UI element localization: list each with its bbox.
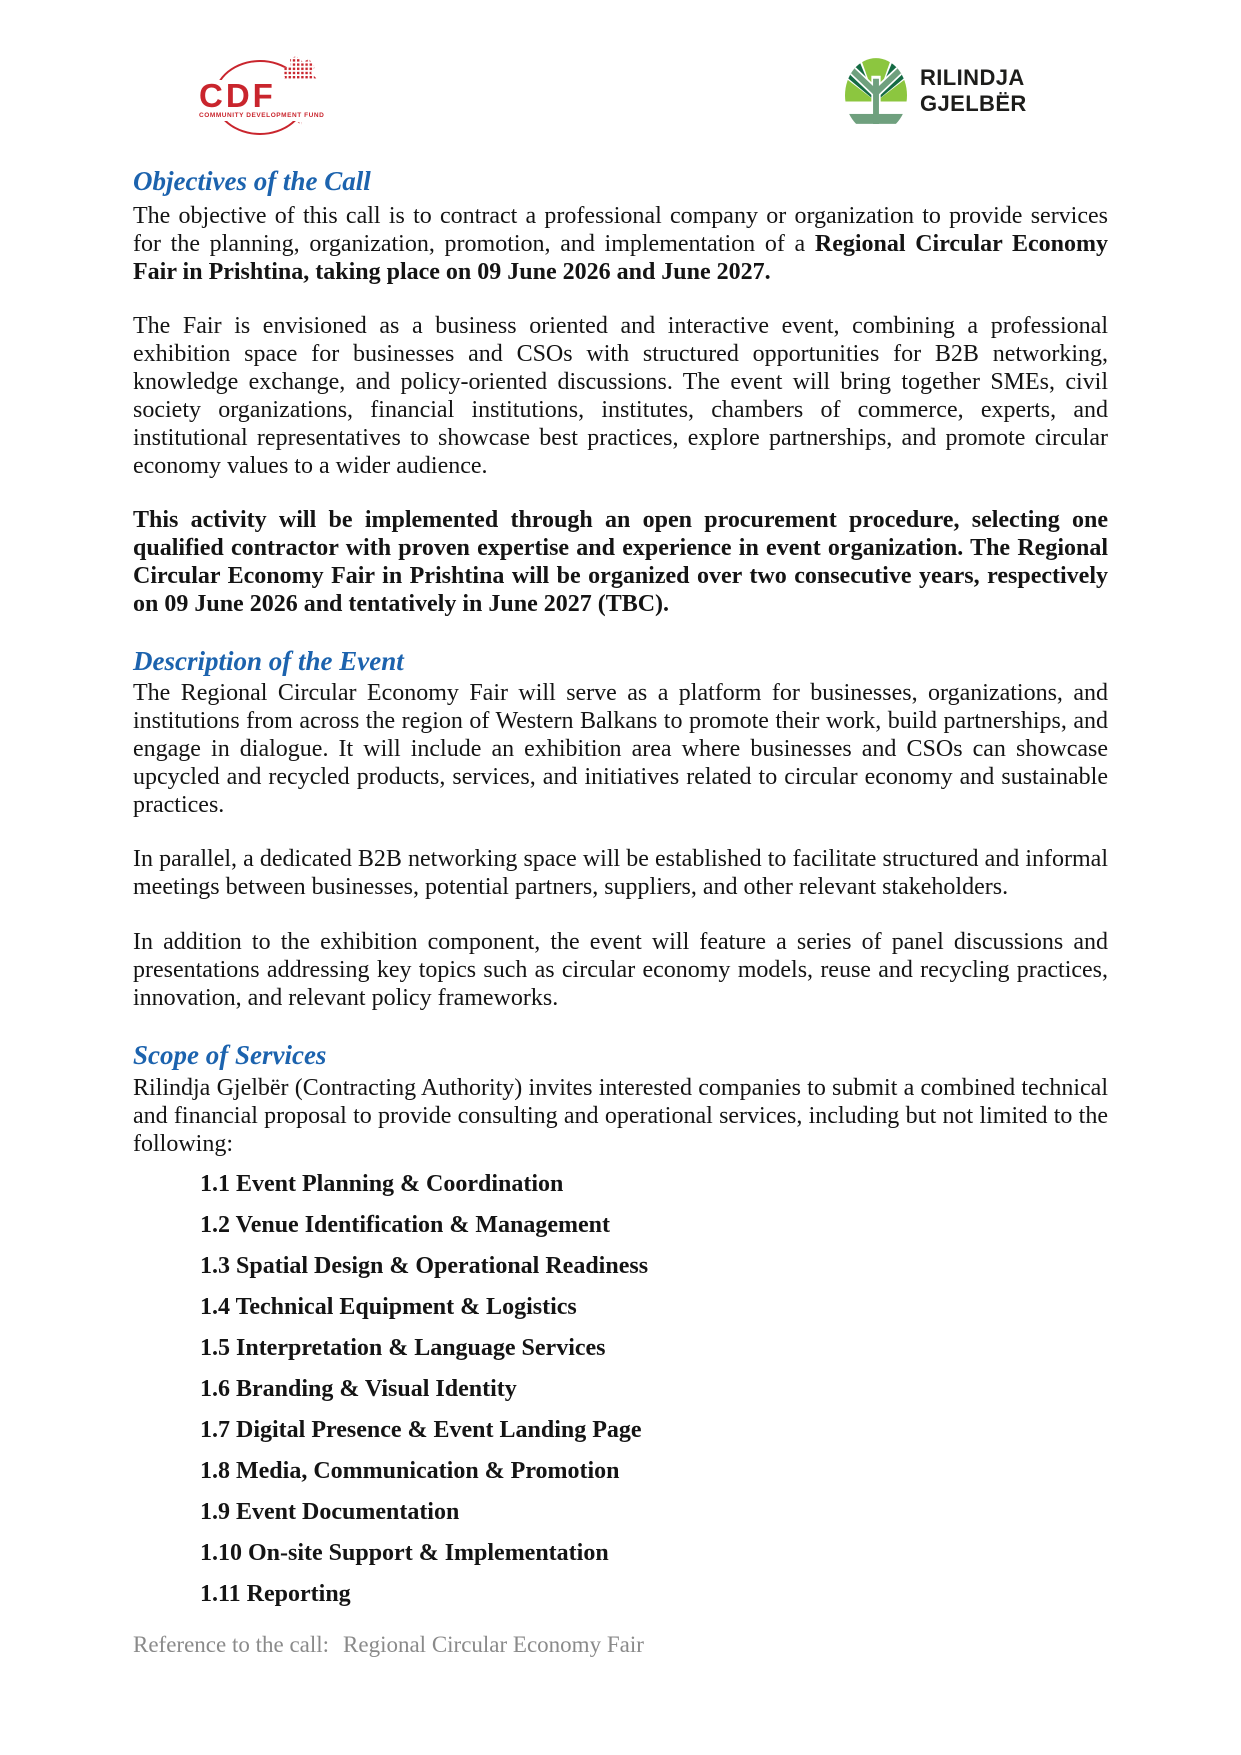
scope-list-item: 1.9 Event Documentation (200, 1499, 460, 1525)
scope-list-item: 1.1 Event Planning & Coordination (200, 1171, 564, 1197)
scope-list-item: 1.7 Digital Presence & Event Landing Page (200, 1417, 642, 1443)
paragraph-objective-bold: Regional Circular Economy Fair in Prishtina, taking place on 09 June 2026 and June 2027. (133, 231, 1108, 285)
paragraph-b2b: In parallel, a dedicated B2B networking space will be established to facilitate structured and informal meetings between businesses, potential partners, suppliers, and other relevant stakeholders. (133, 846, 1108, 900)
cdf-acronym: CDF (199, 77, 276, 114)
scope-list-item: 1.8 Media, Communication & Promotion (200, 1458, 620, 1484)
scope-list-item: 1.5 Interpretation & Language Services (200, 1335, 606, 1361)
scope-list-item: 1.6 Branding & Visual Identity (200, 1376, 517, 1402)
footer-reference-label: Reference to the call: (133, 1632, 330, 1657)
rg-wordmark-line1: RILINDJA (920, 65, 1025, 90)
heading-description: Description of the Event (133, 646, 404, 676)
scope-list-item: 1.4 Technical Equipment & Logistics (200, 1294, 577, 1320)
scope-list-item: 1.2 Venue Identification & Management (200, 1212, 610, 1238)
paragraph-fair-vision: The Fair is envisioned as a business oriented and interactive event, combining a professional exhibition space for businesses and CSOs with structured opportunities for B2B networking, knowledge exchange, and policy-oriented discussions. The event will bring together SMEs, civil society organizations, financial institutions, institutes, chambers of commerce, experts, and institutional representatives to showcase best practices, explore partnerships, and promote circular economy values to a wider audience. (133, 313, 1108, 479)
scope-list-item: 1.3 Spatial Design & Operational Readiness (200, 1253, 649, 1279)
paragraph-panels: In addition to the exhibition component, the event will feature a series of panel discussions and presentations addressing key topics such as circular economy models, reuse and recycling practices, innovation, and relevant policy frameworks. (133, 929, 1108, 1011)
cdf-tagline: COMMUNITY DEVELOPMENT FUND (199, 112, 325, 119)
heading-objectives: Objectives of the Call (133, 166, 371, 196)
footer-reference-value: Regional Circular Economy Fair (343, 1632, 644, 1657)
paragraph-procurement-bold: This activity will be implemented through an open procurement procedure, selecting one qualified contractor with proven expertise and experience in event organization. The Regional Circular Economy Fair in Prishtina will be organized over two consecutive years, respectively on 09 June 2026 and tentatively in June 2027 (TBC). (133, 507, 1108, 617)
cdf-wordmark (198, 77, 327, 121)
paragraph-platform: The Regional Circular Economy Fair will serve as a platform for businesses, organizations, and institutions from across the region of Western Balkans to promote their work, build partnerships, and engage in dialogue. It will include an exhibition area where businesses and CSOs can showcase upcycled and recycled products, services, and initiatives related to circular economy and sustainable practices. (133, 680, 1108, 818)
paragraph-objective (133, 202, 1108, 286)
heading-scope: Scope of Services (133, 1040, 327, 1070)
paragraph-objective-normal: The objective of this call is to contract a professional company or organization to provide services for the planning, organization, promotion, and implementation of a (133, 203, 1108, 257)
paragraph-scope-intro: Rilindja Gjelbër (Contracting Authority) invites interested companies to submit a combined technical and financial proposal to provide consulting and operational services, including but not limited to the following: (133, 1075, 1108, 1157)
scope-list-item: 1.10 On-site Support & Implementation (200, 1540, 609, 1566)
scope-services-list (200, 1170, 1108, 1608)
document-content (133, 0, 1108, 1621)
footer-reference (133, 1631, 644, 1659)
scope-list-item: 1.11 Reporting (200, 1581, 351, 1607)
rg-wordmark-line2: GJELBËR (920, 91, 1027, 116)
